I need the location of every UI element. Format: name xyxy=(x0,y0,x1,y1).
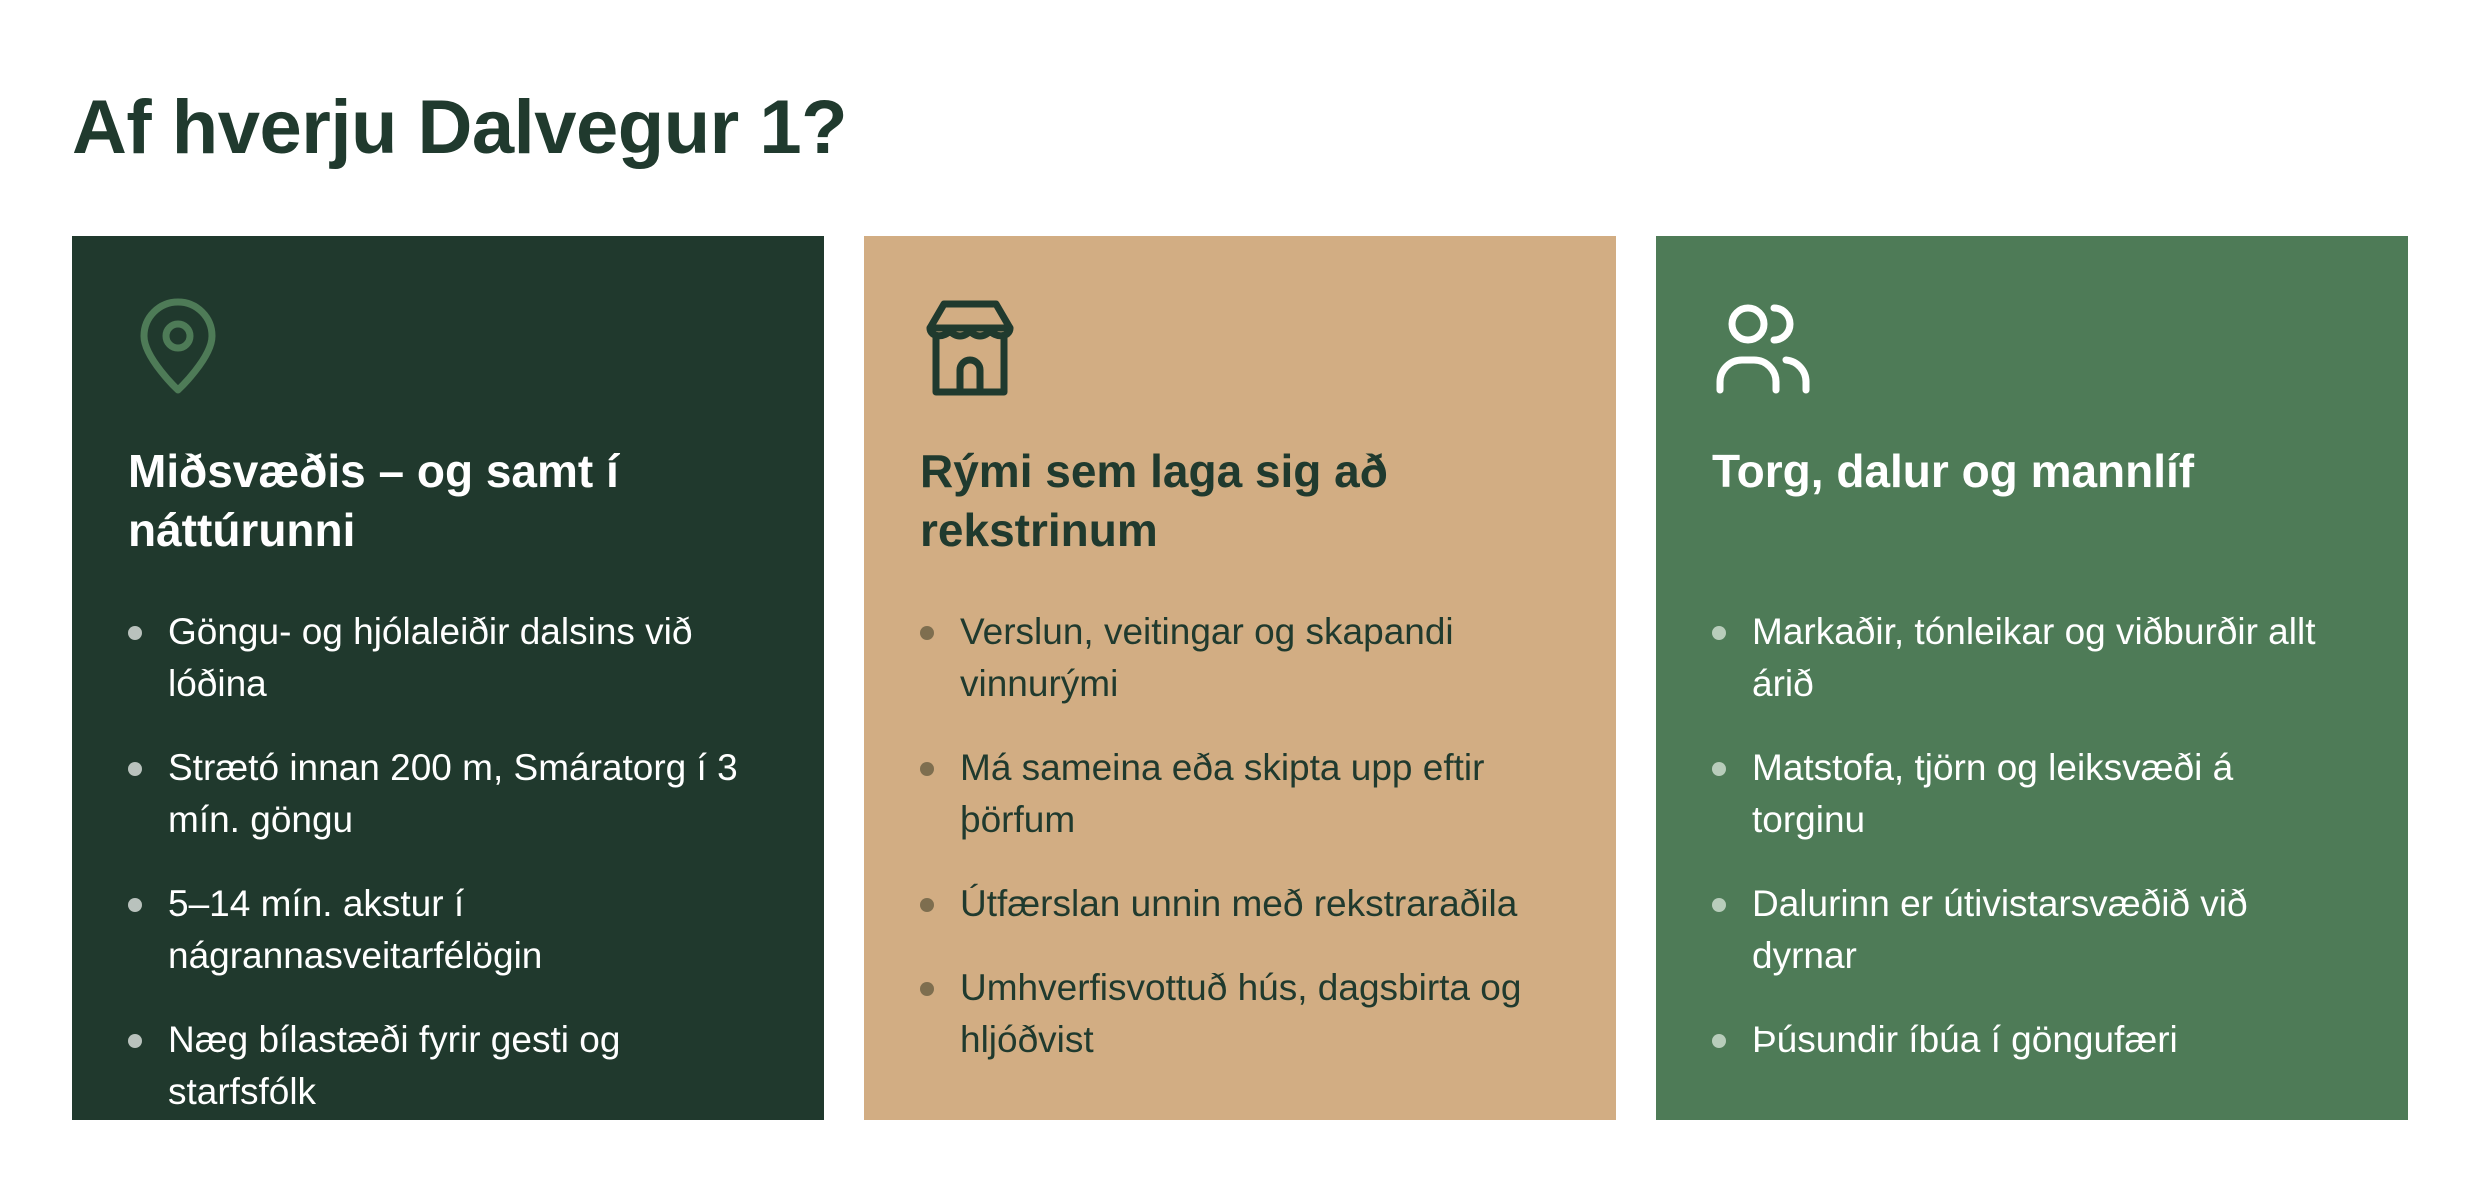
card-location xyxy=(72,236,824,1120)
bullet-dot xyxy=(128,626,142,640)
list-item-text: Má sameina eða skipta upp eftir þörfum xyxy=(960,747,1485,840)
list-item xyxy=(920,962,1560,1066)
list-item-text: Strætó innan 200 m, Smáratorg í 3 mín. göngu xyxy=(168,747,738,840)
bullet-dot xyxy=(920,626,934,640)
bullet-dot xyxy=(920,762,934,776)
bullet-dot xyxy=(920,982,934,996)
list-item xyxy=(128,878,768,982)
list-item-text: Markaðir, tónleikar og viðburðir allt árið xyxy=(1752,611,2316,704)
bullet-dot xyxy=(128,898,142,912)
page xyxy=(72,0,2408,1200)
list-item xyxy=(920,878,1560,930)
card-title: Rými sem laga sig að rekstrinum xyxy=(920,445,1388,556)
storefront-icon xyxy=(920,298,1020,398)
list-item xyxy=(128,742,768,846)
bullet-dot xyxy=(1712,898,1726,912)
list-item xyxy=(1712,742,2352,846)
card-list xyxy=(920,606,1560,1066)
bullet-dot xyxy=(1712,1034,1726,1048)
card-title: Miðsvæðis – og samt í náttúrunni xyxy=(128,445,619,556)
list-item xyxy=(1712,606,2352,710)
card-list xyxy=(128,606,768,1118)
card-list xyxy=(1712,606,2352,1066)
card-community xyxy=(1656,236,2408,1120)
card-spaces xyxy=(864,236,1616,1120)
list-item-text: Göngu- og hjólaleiðir dalsins við lóðina xyxy=(168,611,693,704)
list-item-text: Umhverfisvottuð hús, dagsbirta og hljóðvist xyxy=(960,967,1522,1060)
list-item xyxy=(128,1014,768,1118)
bullet-dot xyxy=(128,762,142,776)
bullet-dot xyxy=(1712,762,1726,776)
bullet-dot xyxy=(920,898,934,912)
feature-cards xyxy=(72,236,2408,1120)
bullet-dot xyxy=(128,1034,142,1048)
list-item-text: 5–14 mín. akstur í nágrannasveitarfélögin xyxy=(168,883,543,976)
list-item xyxy=(1712,1014,2352,1066)
list-item-text: Dalurinn er útivistarsvæðið við dyrnar xyxy=(1752,883,2248,976)
list-item-text: Verslun, veitingar og skapandi vinnurými xyxy=(960,611,1454,704)
list-item xyxy=(920,606,1560,710)
map-pin-icon xyxy=(128,298,228,398)
card-title: Torg, dalur og mannlíf xyxy=(1712,445,2195,497)
page-title: Af hverju Dalvegur 1? xyxy=(72,85,848,170)
list-item-text: Næg bílastæði fyrir gesti og starfsfólk xyxy=(168,1019,621,1112)
list-item-text: Matstofa, tjörn og leiksvæði á torginu xyxy=(1752,747,2234,840)
list-item xyxy=(920,742,1560,846)
bullet-dot xyxy=(1712,626,1726,640)
users-icon xyxy=(1712,298,1812,398)
list-item xyxy=(128,606,768,710)
list-item-text: Útfærslan unnin með rekstraraðila xyxy=(960,883,1518,924)
list-item-text: Þúsundir íbúa í göngufæri xyxy=(1752,1019,2178,1060)
list-item xyxy=(1712,878,2352,982)
